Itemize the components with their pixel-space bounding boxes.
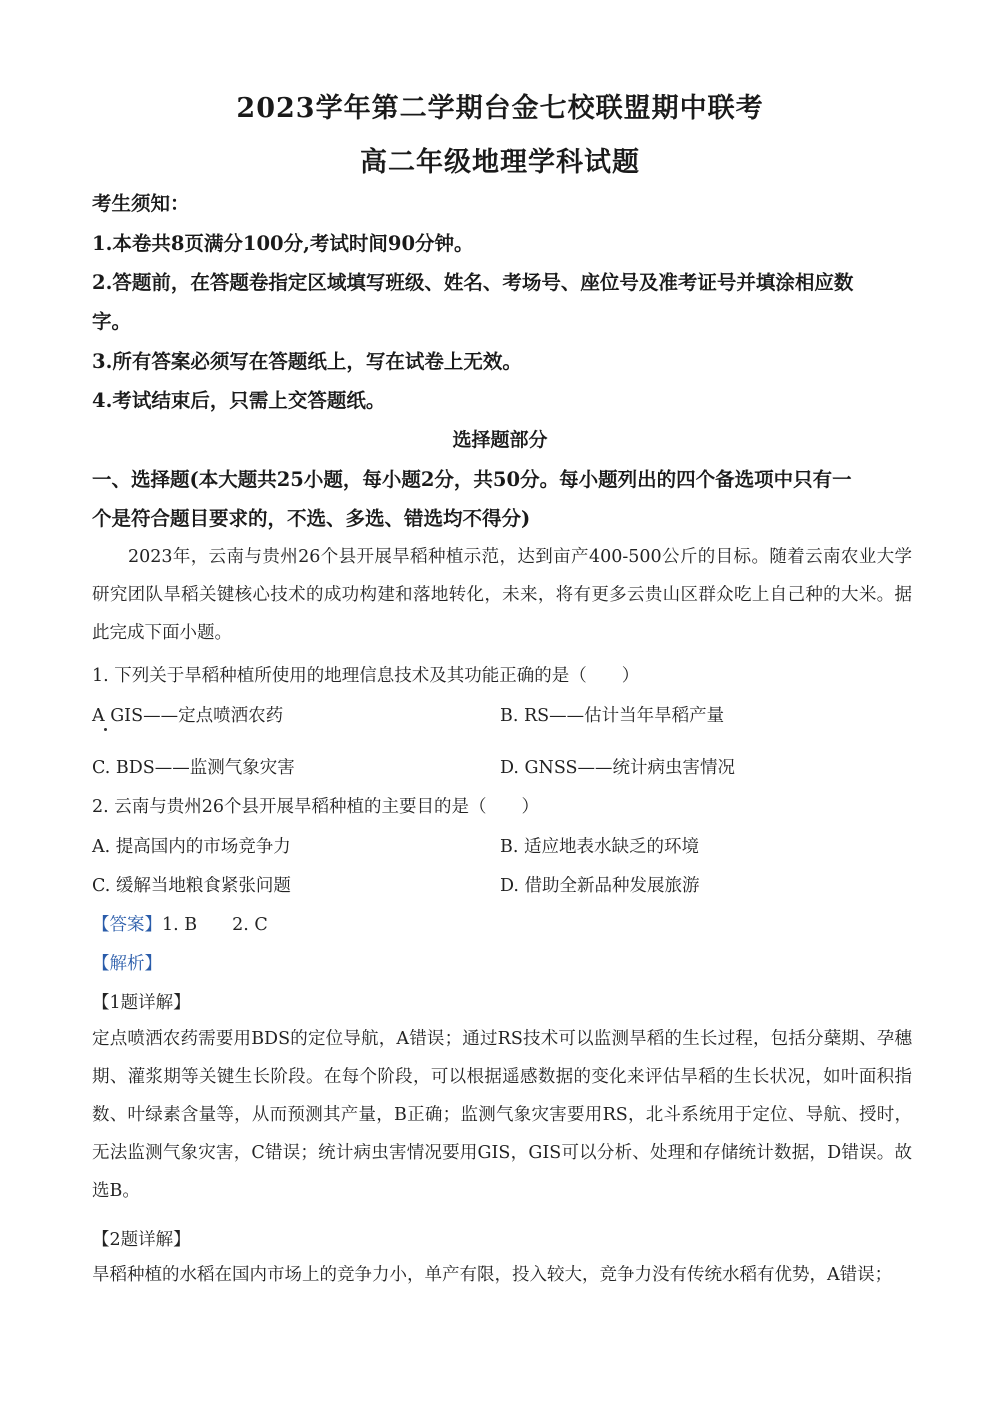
section-title: 选择题部分 [452, 429, 548, 451]
notice-item-2: 2.答题前，在答题卷指定区域填写班级、姓名、考场号、座位号及准考证号并填涂相应数 [92, 271, 854, 294]
question-1-option-a: A GIS——定点喷洒农药 [92, 706, 284, 726]
question-2-option-d: D. 借助全新品种发展旅游 [500, 876, 700, 896]
section-instructions-line2: 个是符合题目要求的，不选、多选、错选均不得分) [92, 507, 531, 530]
exam-subtitle: 高二年级地理学科试题 [360, 147, 640, 178]
q2-detail-text: 旱稻种植的水稻在国内市场上的竞争力小，单产有限，投入较大，竞争力没有传统水稻有优势，A错误； [92, 1265, 893, 1285]
notice-item-4: 4.考试结束后，只需上交答题纸。 [92, 389, 386, 412]
notice-item-1: 1.本卷共8页满分100分,考试时间90分钟。 [92, 232, 474, 255]
question-1-option-c: C. BDS——监测气象灾害 [92, 758, 295, 778]
section-instructions-line1: 一、选择题(本大题共25小题，每小题2分，共50分。每小题列出的四个备选项中只有一 [92, 468, 852, 491]
answer-tag: 【答案】 [92, 915, 162, 935]
question-1-option-d: D. GNSS——统计病虫害情况 [500, 758, 735, 778]
question-1-option-b: B. RS——估计当年旱稻产量 [500, 706, 725, 726]
question-2-option-a: A. 提高国内的市场竞争力 [92, 837, 291, 857]
question-2-option-b: B. 适应地表水缺乏的环境 [500, 837, 699, 857]
notice-item-3: 3.所有答案必须写在答题纸上，写在试卷上无效。 [92, 350, 522, 373]
question-1-stem: 1. 下列关于旱稻种植所使用的地理信息技术及其功能正确的是（ ） [92, 666, 640, 686]
q2-detail-heading: 【2题详解】 [92, 1230, 191, 1250]
exam-title: 2023学年第二学期台金七校联盟期中联考 [236, 93, 764, 124]
notice-item-2-cont: 字。 [92, 310, 132, 333]
answer-line [92, 911, 268, 936]
notice-heading: 考生须知： [92, 192, 190, 215]
material-paragraph: 2023年，云南与贵州26个县开展旱稻种植示范，达到亩产400-500公斤的目标。随着云南农业大学研究团队旱稻关键核心技术的成功构建和落地转化，未来，将有更多云贵山区群众吃上自己种的大米。据此完成下面小题。 [92, 547, 912, 643]
q1-detail-heading: 【1题详解】 [92, 993, 191, 1013]
question-2-option-c: C. 缓解当地粮食紧张问题 [92, 876, 291, 896]
scan-dot [104, 728, 107, 731]
q1-detail-text: 定点喷洒农药需要用BDS的定位导航，A错误；通过RS技术可以监测旱稻的生长过程，包括分蘖期、孕穗期、灌浆期等关键生长阶段。在每个阶段，可以根据遥感数据的变化来评估旱稻的生长状况，如叶面积指数、叶绿素含量等，从而预测其产量，B正确；监测气象灾害要用RS，北斗系统用于定位、导航、授时，无法监测气象灾害，C错误；统计病虫害情况要用GIS，GIS可以分析、处理和存储统计数据，D错误。故选B。 [92, 1029, 912, 1201]
analysis-tag: 【解析】 [92, 954, 162, 974]
answer-text: 1. B 2. C [162, 915, 268, 935]
question-2-stem: 2. 云南与贵州26个县开展旱稻种植的主要目的是（ ） [92, 797, 540, 817]
